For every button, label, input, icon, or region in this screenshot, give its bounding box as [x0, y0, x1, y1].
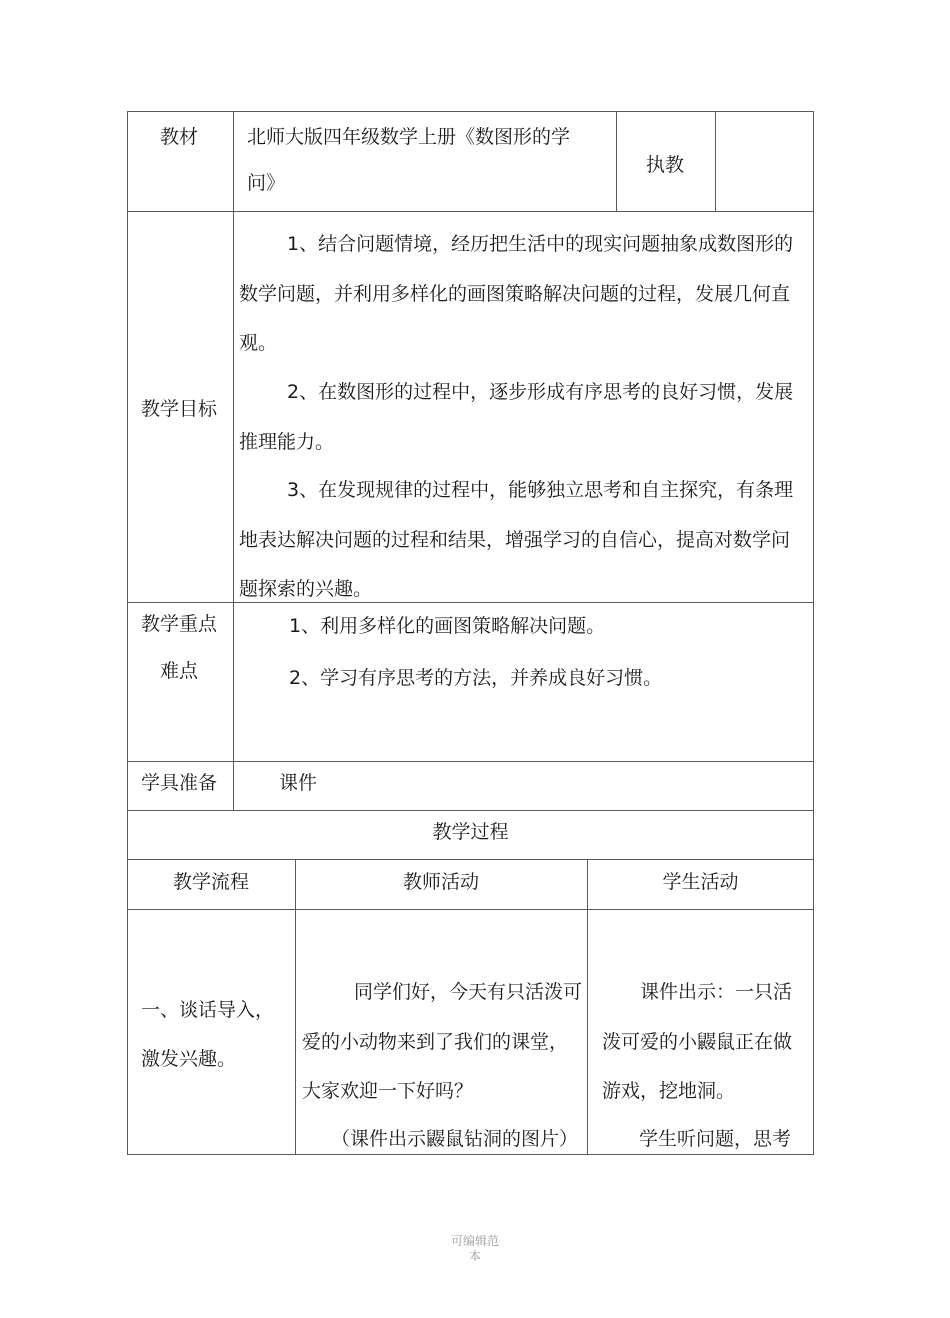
goal-item: 3、在发现规律的过程中，能够独立思考和自主探究，有条理地表达解决问题的过程和结果，增强学习的自信心，提高对数学问题探索的兴趣。 — [239, 479, 794, 600]
student-activity-note: 学生听问题，思考 — [639, 1128, 792, 1150]
keypoints-label: 教学重点 — [141, 613, 218, 635]
column-divider — [715, 111, 716, 211]
teacher-activity-text: 同学们好，今天有只活泼可爱的小动物来到了我们的课堂，大家欢迎一下好吗？ — [302, 981, 583, 1102]
teacher-label: 执教 — [646, 154, 685, 176]
student-activity-text: 课件出示：一只活泼可爱的小鼹鼠正在做游戏，挖地洞。 — [602, 981, 793, 1102]
stage-name-line1: 一、谈话导入， — [141, 999, 275, 1021]
table-border-top — [127, 111, 814, 112]
process-title: 教学过程 — [432, 821, 509, 843]
row-divider — [127, 810, 814, 811]
footer-watermark-line2: 本 — [468, 1249, 481, 1263]
keypoint-item: 1、利用多样化的画图策略解决问题。 — [289, 615, 606, 637]
row-divider — [127, 211, 814, 212]
column-divider — [616, 111, 617, 211]
goal-item: 1、结合问题情境，经历把生活中的现实问题抽象成数图形的数学问题，并利用多样化的画图策略解决问题的过程，发展几何直观。 — [239, 233, 794, 354]
table-border-left — [127, 111, 128, 1155]
header-student-activity: 学生活动 — [662, 871, 739, 893]
row-divider — [127, 859, 814, 860]
header-teacher-activity: 教师活动 — [402, 871, 479, 893]
textbook-label: 教材 — [160, 126, 199, 148]
table-border-bottom — [127, 1154, 814, 1155]
table-border-right — [813, 111, 814, 1155]
row-divider — [127, 909, 814, 910]
keypoints-label-line2: 难点 — [160, 660, 199, 682]
column-divider — [295, 859, 296, 1155]
stage-name-line2: 激发兴趣。 — [141, 1048, 237, 1070]
keypoint-item: 2、学习有序思考的方法，并养成良好习惯。 — [289, 667, 663, 689]
column-divider — [233, 111, 234, 810]
goals-label: 教学目标 — [141, 398, 218, 420]
textbook-title-line1: 北师大版四年级数学上册《数图形的学 — [247, 126, 571, 148]
row-divider — [127, 761, 814, 762]
lesson-plan-table — [127, 111, 814, 1155]
footer-watermark-line1: 可编辑范 — [450, 1234, 499, 1248]
column-divider — [587, 859, 588, 1155]
textbook-title-line2: 问》 — [247, 172, 286, 194]
goal-item: 2、在数图形的过程中，逐步形成有序思考的良好习惯，发展推理能力。 — [239, 381, 794, 453]
teacher-activity-note: （课件出示鼹鼠钻洞的图片） — [331, 1128, 579, 1150]
header-stage: 教学流程 — [172, 871, 249, 893]
tools-label: 学具准备 — [141, 772, 218, 794]
tools-value: 课件 — [279, 772, 318, 794]
